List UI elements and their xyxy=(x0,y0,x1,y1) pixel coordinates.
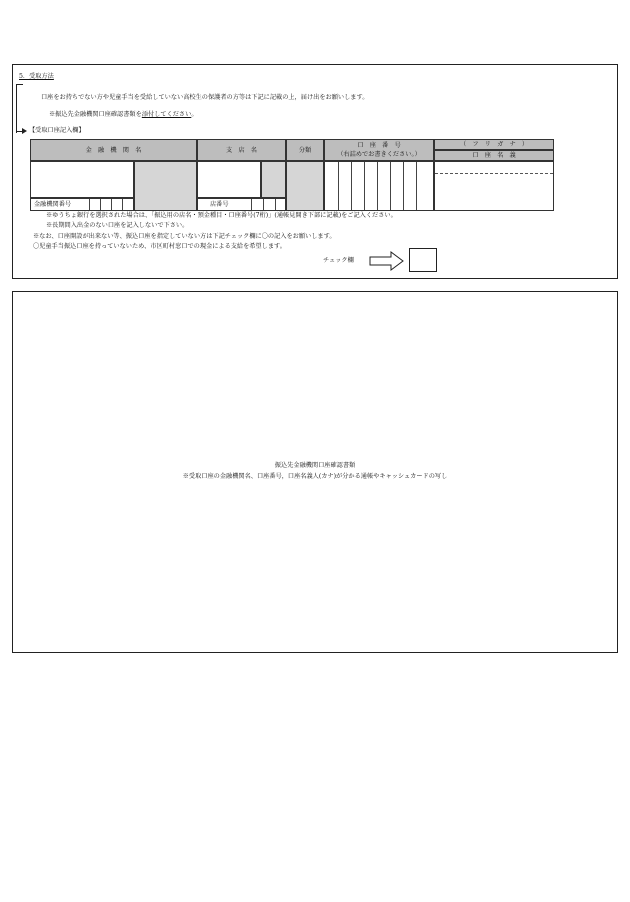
bank-name-header: 金 融 機 関 名 xyxy=(30,139,197,161)
bank-name-field[interactable] xyxy=(30,161,134,198)
attachment-area[interactable] xyxy=(12,291,618,653)
class-header: 分類 xyxy=(286,139,324,161)
branch-code-label: 店番号 xyxy=(210,201,229,208)
bank-type-cell xyxy=(134,161,197,211)
attach-instruction: ※振込先金融機関口座確認書類を添付してください。 xyxy=(49,111,198,118)
section-heading: 5．受取方法 xyxy=(19,73,54,80)
note-cash: 〇児童手当振込口座を持っていないため、市区町村窓口での現金による支給を希望します。 xyxy=(33,243,286,250)
branch-header: 支 店 名 xyxy=(197,139,286,161)
bank-code-label: 金融機関番号 xyxy=(34,201,72,208)
branch-name-field[interactable] xyxy=(197,161,261,198)
check-box[interactable] xyxy=(409,248,437,272)
note-no-account: ※なお、口座開設が出来ない等、振込口座を指定していない方は下記チェック欄に〇の記入をお願いします。 xyxy=(33,233,336,240)
branch-code-row xyxy=(197,198,286,211)
account-table xyxy=(30,139,590,211)
attachment-subtitle: ※受取口座の金融機関名、口座番号，口座名義人(カナ)が分かる通帳やキャッシュカードの写し xyxy=(182,473,448,480)
arrow-head-icon xyxy=(22,128,27,134)
arrow-right-icon xyxy=(369,251,405,271)
table-title: 【受取口座記入欄】 xyxy=(29,127,85,134)
account-number-field[interactable] xyxy=(324,161,434,211)
bracket-line xyxy=(16,84,23,133)
note-yucho: ※ゆうちょ銀行を選択された場合は、「振込用の店名・預金種目・口座番号(7桁)」(通帳見開き下部に記載)をご記入ください。 xyxy=(46,212,397,219)
check-label: チェック欄 xyxy=(323,257,354,264)
instruction-line: 口座をお持ちでない方や児童手当を受給していない高校生の保護者の方等は下記に記載の上，届け出をお願いします。 xyxy=(41,94,369,101)
note-dormant: ※長期間入出金のない口座を記入しないで下さい。 xyxy=(46,222,189,229)
account-holder-field[interactable] xyxy=(434,161,554,211)
branch-type-cell xyxy=(261,161,286,198)
furigana-header: （ フ リ ガ ナ ） xyxy=(434,139,554,150)
class-field[interactable] xyxy=(286,161,324,211)
bank-code-row xyxy=(30,198,134,211)
attachment-title: 振込先金融機関口座確認書類 xyxy=(274,462,356,469)
account-number-header: 口 座 番 号 （右詰めでお書きください。） xyxy=(324,139,434,161)
account-holder-header: 口 座 名 義 xyxy=(434,150,554,161)
